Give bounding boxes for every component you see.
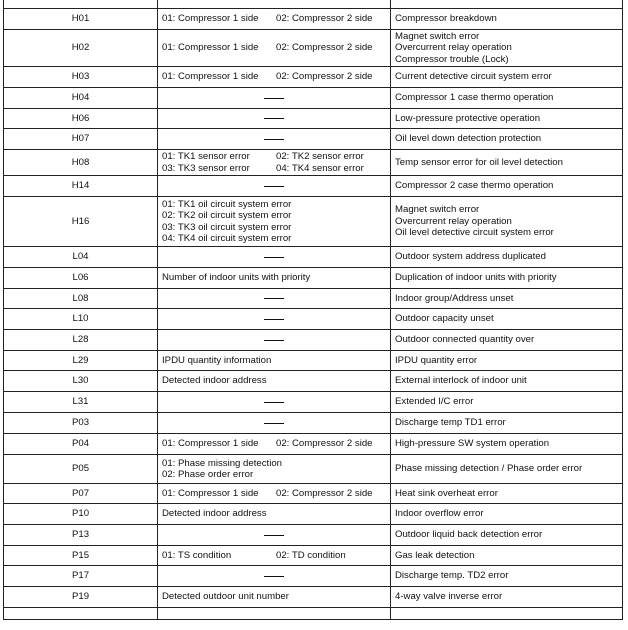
detail-cell (158, 67, 391, 88)
description-line: Heat sink overheat error (395, 487, 498, 499)
detail-cell (158, 176, 391, 197)
detail-text: 02: TK2 oil circuit system error (162, 210, 292, 221)
detail-text: 02: Phase order error (162, 469, 254, 480)
detail-cell (158, 434, 391, 455)
no-detail-dash (264, 257, 284, 258)
table-body (4, 0, 623, 620)
error-code-cell: P04 (4, 434, 158, 455)
detail-line (162, 550, 386, 562)
description-line: Outdoor liquid back detection error (395, 529, 543, 541)
detail-cell (158, 566, 391, 587)
detail-text: 01: Phase missing detection (162, 457, 282, 469)
detail-cell (158, 0, 391, 9)
error-code-cell: L06 (4, 268, 158, 289)
detail-text: 01: TK1 oil circuit system error (162, 198, 292, 210)
detail-line (162, 355, 386, 367)
detail-line (162, 199, 386, 211)
detail-line (162, 210, 386, 222)
description-cell (391, 587, 623, 608)
error-code-cell: P07 (4, 484, 158, 504)
description-line: Compressor 2 case thermo operation (395, 180, 554, 192)
table-row (4, 129, 623, 150)
table-row (4, 30, 623, 67)
table-row (4, 351, 623, 371)
description-line: Overcurrent relay operation (395, 215, 512, 227)
no-detail-dash (264, 340, 284, 341)
table-row (4, 330, 623, 351)
description-cell (391, 484, 623, 504)
no-detail-dash (264, 98, 284, 99)
detail-cell (158, 608, 391, 620)
description-cell (391, 289, 623, 309)
detail-cell (158, 351, 391, 371)
description-cell (391, 109, 623, 129)
description-cell (391, 9, 623, 30)
table-row (4, 392, 623, 413)
description-cell (391, 504, 623, 525)
detail-line (162, 458, 386, 470)
table-row (4, 0, 623, 9)
description-cell (391, 0, 623, 9)
detail-line (162, 488, 386, 500)
description-line: Magnet switch error (395, 30, 480, 42)
detail-cell (158, 371, 391, 392)
description-line: 4-way valve inverse error (395, 591, 503, 603)
detail-cell (158, 546, 391, 566)
detail-text: 01: Compressor 1 side (162, 438, 259, 450)
error-code-cell: L31 (4, 392, 158, 413)
error-code-cell: L30 (4, 371, 158, 392)
detail-text: 03: TK3 sensor error (162, 162, 250, 174)
detail-line (162, 375, 386, 387)
no-detail-dash (264, 118, 284, 119)
detail-line (162, 151, 386, 163)
table-row (4, 176, 623, 197)
detail-text: 02: TK2 sensor error (276, 151, 364, 162)
error-code-cell: L08 (4, 289, 158, 309)
detail-line (162, 591, 386, 603)
detail-line (162, 13, 386, 25)
error-code-cell: H03 (4, 67, 158, 88)
table-row (4, 504, 623, 525)
description-cell (391, 309, 623, 330)
error-code-cell: H04 (4, 88, 158, 109)
table-row (4, 587, 623, 608)
table-row (4, 566, 623, 587)
error-code-cell: H01 (4, 9, 158, 30)
description-line: Current detective circuit system error (395, 71, 552, 83)
no-detail-dash (264, 402, 284, 403)
detail-cell (158, 289, 391, 309)
detail-text: 01: Compressor 1 side (162, 487, 259, 499)
detail-cell (158, 150, 391, 176)
error-code-cell: P05 (4, 455, 158, 484)
detail-line (162, 508, 386, 520)
description-line: High-pressure SW system operation (395, 438, 550, 450)
detail-cell (158, 309, 391, 330)
detail-cell (158, 484, 391, 504)
description-line: Compressor 1 case thermo operation (395, 92, 554, 104)
detail-line (162, 222, 386, 234)
detail-text: Number of indoor units with priority (162, 272, 311, 284)
detail-line (162, 438, 386, 450)
description-cell (391, 330, 623, 351)
error-code-cell: H02 (4, 30, 158, 67)
detail-text: 04: TK4 oil circuit system error (162, 233, 292, 244)
detail-text: 02: Compressor 2 side (276, 42, 373, 54)
description-line: Compressor trouble (Lock) (395, 53, 509, 65)
error-code-cell: L10 (4, 309, 158, 330)
table-row (4, 88, 623, 109)
description-line: Temp sensor error for oil level detection (395, 156, 563, 168)
error-code-cell: H08 (4, 150, 158, 176)
table-row (4, 413, 623, 434)
table-row (4, 197, 623, 247)
description-line: Extended I/C error (395, 396, 474, 408)
description-line: IPDU quantity error (395, 354, 478, 366)
detail-text: Detected indoor address (162, 375, 267, 387)
description-cell (391, 197, 623, 247)
detail-text: Detected indoor address (162, 508, 267, 520)
detail-text: 03: TK3 oil circuit system error (162, 221, 292, 233)
description-cell (391, 268, 623, 289)
description-line: Indoor overflow error (395, 508, 484, 520)
detail-cell (158, 268, 391, 289)
no-detail-dash (264, 139, 284, 140)
no-detail-dash (264, 319, 284, 320)
detail-cell (158, 30, 391, 67)
table-row (4, 434, 623, 455)
description-line: Outdoor capacity unset (395, 313, 494, 325)
no-detail-dash (264, 186, 284, 187)
table-row (4, 484, 623, 504)
detail-text: 02: Compressor 2 side (276, 487, 373, 499)
error-code-cell: P13 (4, 525, 158, 546)
detail-text: 04: TK4 sensor error (276, 162, 364, 174)
detail-cell (158, 525, 391, 546)
description-line: Outdoor system address duplicated (395, 251, 546, 263)
description-cell (391, 455, 623, 484)
detail-text: IPDU quantity information (162, 354, 272, 366)
no-detail-dash (264, 298, 284, 299)
description-line: Discharge temp TD1 error (395, 417, 506, 429)
description-line: Indoor group/Address unset (395, 292, 514, 304)
no-detail-dash (264, 535, 284, 536)
description-cell (391, 392, 623, 413)
error-code-cell: P17 (4, 566, 158, 587)
error-code-cell: H07 (4, 129, 158, 150)
detail-line (162, 272, 386, 284)
table-row (4, 268, 623, 289)
table-row (4, 9, 623, 30)
error-code-cell: H14 (4, 176, 158, 197)
description-line: Compressor breakdown (395, 13, 497, 25)
error-code-cell: L04 (4, 247, 158, 268)
detail-cell (158, 455, 391, 484)
detail-line (162, 163, 386, 175)
description-line: Oil level detective circuit system error (395, 227, 554, 239)
detail-text: Detected outdoor unit number (162, 591, 289, 603)
description-line: Discharge temp. TD2 error (395, 570, 509, 582)
detail-cell (158, 587, 391, 608)
error-code-cell: P15 (4, 546, 158, 566)
description-cell (391, 525, 623, 546)
detail-text: 02: TD condition (276, 549, 346, 561)
description-line: Magnet switch error (395, 204, 480, 216)
detail-text: 01: Compressor 1 side (162, 71, 259, 83)
error-code-cell: P10 (4, 504, 158, 525)
error-code-cell (4, 0, 158, 9)
detail-text: 01: Compressor 1 side (162, 13, 259, 25)
table-row (4, 67, 623, 88)
description-line: Duplication of indoor units with priority (395, 272, 557, 284)
error-code-cell: L29 (4, 351, 158, 371)
description-line: Outdoor connected quantity over (395, 334, 535, 346)
table-row (4, 289, 623, 309)
description-cell (391, 150, 623, 176)
table-row (4, 371, 623, 392)
detail-text: 01: TS condition (162, 549, 232, 561)
detail-text: 02: Compressor 2 side (276, 71, 373, 83)
detail-line (162, 233, 386, 245)
description-cell (391, 67, 623, 88)
table-row (4, 247, 623, 268)
error-code-cell: P03 (4, 413, 158, 434)
detail-cell (158, 109, 391, 129)
description-cell (391, 413, 623, 434)
detail-text: 01: TK1 sensor error (162, 151, 250, 162)
description-cell (391, 566, 623, 587)
table-row (4, 525, 623, 546)
error-code-cell: H16 (4, 197, 158, 247)
detail-cell (158, 247, 391, 268)
description-cell (391, 247, 623, 268)
detail-cell (158, 129, 391, 150)
detail-text: 01: Compressor 1 side (162, 42, 259, 54)
detail-cell (158, 88, 391, 109)
description-cell (391, 176, 623, 197)
detail-text: 02: Compressor 2 side (276, 13, 373, 25)
detail-cell (158, 392, 391, 413)
error-code-cell (4, 608, 158, 620)
no-detail-dash (264, 576, 284, 577)
table-row (4, 546, 623, 566)
detail-cell (158, 330, 391, 351)
error-code-cell: L28 (4, 330, 158, 351)
description-cell (391, 434, 623, 455)
description-line: Oil level down detection protection (395, 133, 542, 145)
description-cell (391, 88, 623, 109)
detail-line (162, 71, 386, 83)
table-row (4, 109, 623, 129)
detail-text: 02: Compressor 2 side (276, 438, 373, 450)
description-line: External interlock of indoor unit (395, 375, 527, 387)
table-row (4, 309, 623, 330)
detail-cell (158, 9, 391, 30)
error-code-cell: P19 (4, 587, 158, 608)
table-row (4, 608, 623, 620)
detail-line (162, 42, 386, 54)
description-cell (391, 129, 623, 150)
description-line: Gas leak detection (395, 549, 475, 561)
detail-cell (158, 413, 391, 434)
error-code-cell: H06 (4, 109, 158, 129)
description-cell (391, 351, 623, 371)
description-line: Low-pressure protective operation (395, 112, 541, 124)
description-cell (391, 608, 623, 620)
table-row (4, 150, 623, 176)
detail-cell (158, 504, 391, 525)
description-cell (391, 30, 623, 67)
detail-line (162, 469, 386, 481)
detail-cell (158, 197, 391, 247)
description-cell (391, 546, 623, 566)
description-line: Overcurrent relay operation (395, 42, 512, 54)
no-detail-dash (264, 423, 284, 424)
description-cell (391, 371, 623, 392)
table-row (4, 455, 623, 484)
description-line: Phase missing detection / Phase order error (395, 463, 583, 475)
error-code-table (3, 0, 623, 620)
